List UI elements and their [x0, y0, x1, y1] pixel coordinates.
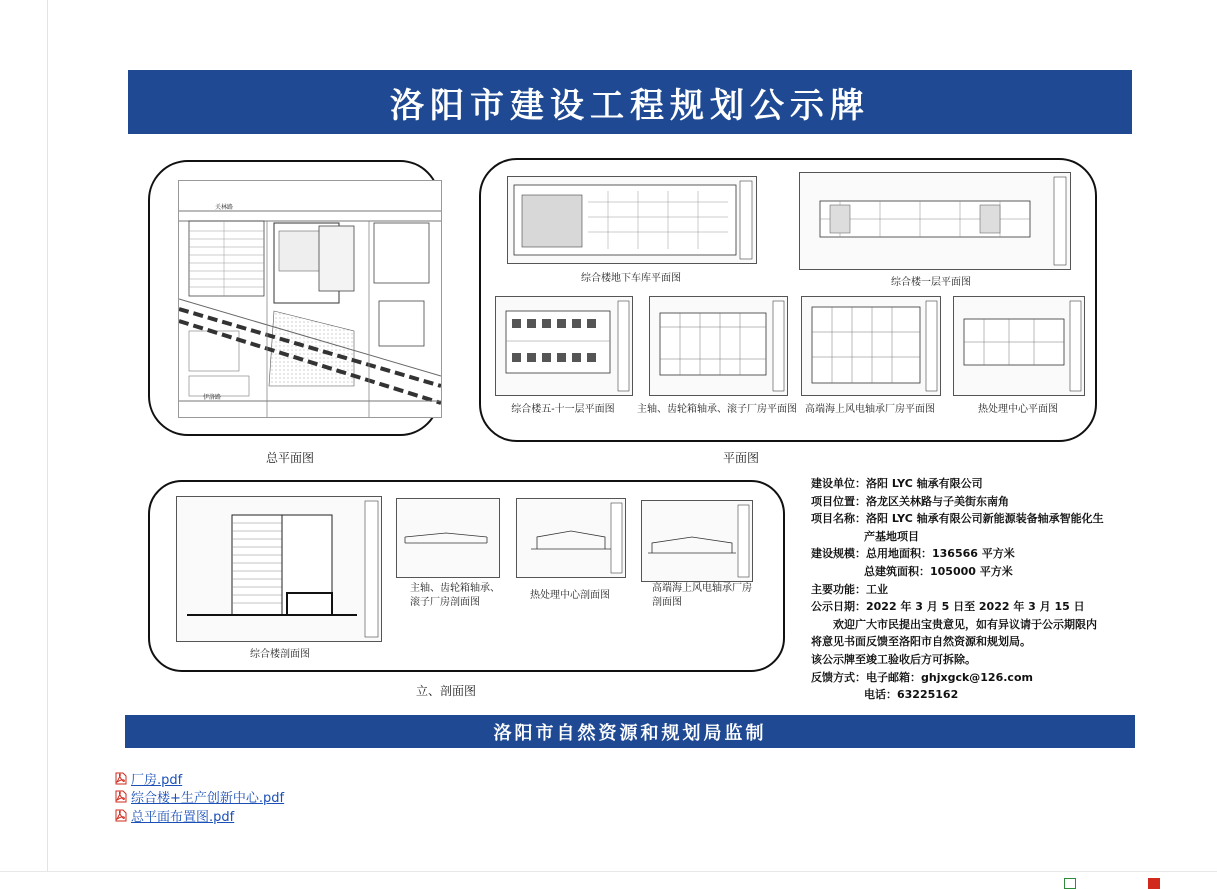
- section-sheet-spindle: [396, 498, 500, 578]
- sections-caption: 立、剖面图: [415, 684, 476, 698]
- caption-spindle-plan: 主轴、齿轮箱轴承、滚子厂房平面图: [637, 404, 797, 415]
- floor-plan-sheet-ground: [799, 172, 1071, 270]
- info-notice-1: 欢迎广大市民提出宝贵意见，如有异议请于公示期限内: [833, 617, 1097, 631]
- caption-basement-plan: 综合楼地下车库平面图: [581, 273, 681, 284]
- floor-plans-caption: 平面图: [722, 451, 759, 465]
- info-notice-2: 将意见书面反馈至洛阳市自然资源和规划局。: [811, 635, 1031, 649]
- attachment-item[interactable]: [114, 806, 284, 825]
- site-plan-frame: [148, 160, 440, 436]
- attachment-link[interactable]: 综合楼+生产创新中心.pdf: [131, 791, 285, 807]
- floor-plan-sheet-heat: [953, 296, 1085, 396]
- caption-5-11-plan: 综合楼五-十一层平面图: [511, 404, 615, 415]
- site-plan-drawing: [178, 180, 442, 418]
- caption-complex-section: 综合楼剖面图: [250, 649, 310, 660]
- attachment-item[interactable]: [114, 788, 284, 807]
- attachment-list: [114, 769, 284, 825]
- floor-plan-sheet-5-11: [495, 296, 633, 396]
- attachment-link[interactable]: 厂房.pdf: [131, 772, 183, 788]
- floor-plan-sheet-spindle: [649, 296, 788, 396]
- pdf-icon: [114, 790, 127, 803]
- caption-wind-plan: 高端海上风电轴承厂房平面图: [805, 404, 935, 415]
- bottom-toolbar: [0, 871, 1217, 884]
- attachment-item[interactable]: [114, 769, 284, 788]
- info-scale: 建设规模： 总用地面积：136566 平方米: [811, 547, 1015, 561]
- floor-plan-sheet-wind: [801, 296, 941, 396]
- info-phone: 电话：63225162: [864, 688, 959, 702]
- pdf-icon: [114, 772, 127, 785]
- pdf-icon: [114, 809, 127, 822]
- info-icon: [1148, 878, 1160, 889]
- sections-frame: [148, 480, 785, 672]
- floor-plans-frame: [479, 158, 1097, 442]
- info-function: 主要功能： 工业: [811, 582, 888, 596]
- caption-heat-section: 热处理中心剖面图: [530, 590, 610, 601]
- info-location: 项目位置： 洛龙区关林路与子美街东南角: [811, 494, 1009, 508]
- south-road-label: 伊洛路: [203, 394, 222, 401]
- left-border-line: [47, 0, 48, 883]
- footer-banner: 洛阳市自然资源和规划局监制: [125, 715, 1135, 748]
- info-scale-building: 总建筑面积：105000 平方米: [864, 564, 1013, 578]
- info-name-cont: 产基地项目: [864, 529, 919, 543]
- info-feedback: 反馈方式： 电子邮箱：ghjxgck@126.com: [811, 670, 1033, 684]
- video-icon: [1064, 878, 1076, 889]
- site-plan-caption: 总平面图: [265, 451, 314, 465]
- caption-heat-plan: 热处理中心平面图: [978, 404, 1058, 415]
- section-sheet-heat: [516, 498, 626, 578]
- info-date: 公示日期： 2022 年 3 月 5 日至 2022 年 3 月 15 日: [811, 600, 1085, 614]
- caption-spindle-section: 主轴、齿轮箱轴承、滚子厂房剖面图: [410, 583, 500, 608]
- info-unit: 建设单位： 洛阳 LYC 轴承有限公司: [811, 477, 983, 490]
- attachment-link[interactable]: 总平面布置图.pdf: [131, 809, 235, 825]
- section-sheet-wind: [641, 500, 753, 582]
- section-sheet-complex: [176, 496, 382, 642]
- info-name: 项目名称： 洛阳 LYC 轴承有限公司新能源装备轴承智能化生: [811, 512, 1104, 526]
- planning-notice-board: [120, 60, 1140, 760]
- caption-wind-section: 高端海上风电轴承厂房剖面图: [652, 583, 752, 608]
- project-info: [811, 475, 1131, 704]
- bottom-item-info[interactable]: [1148, 878, 1164, 888]
- bottom-item-video[interactable]: [1064, 878, 1080, 888]
- north-road-label: 关林路: [215, 204, 234, 211]
- info-notice-3: 该公示牌至竣工验收后方可拆除。: [811, 652, 976, 666]
- floor-plan-sheet-basement: [507, 176, 757, 264]
- caption-ground-plan: 综合楼一层平面图: [891, 277, 971, 288]
- board-title-banner: 洛阳市建设工程规划公示牌: [128, 70, 1132, 134]
